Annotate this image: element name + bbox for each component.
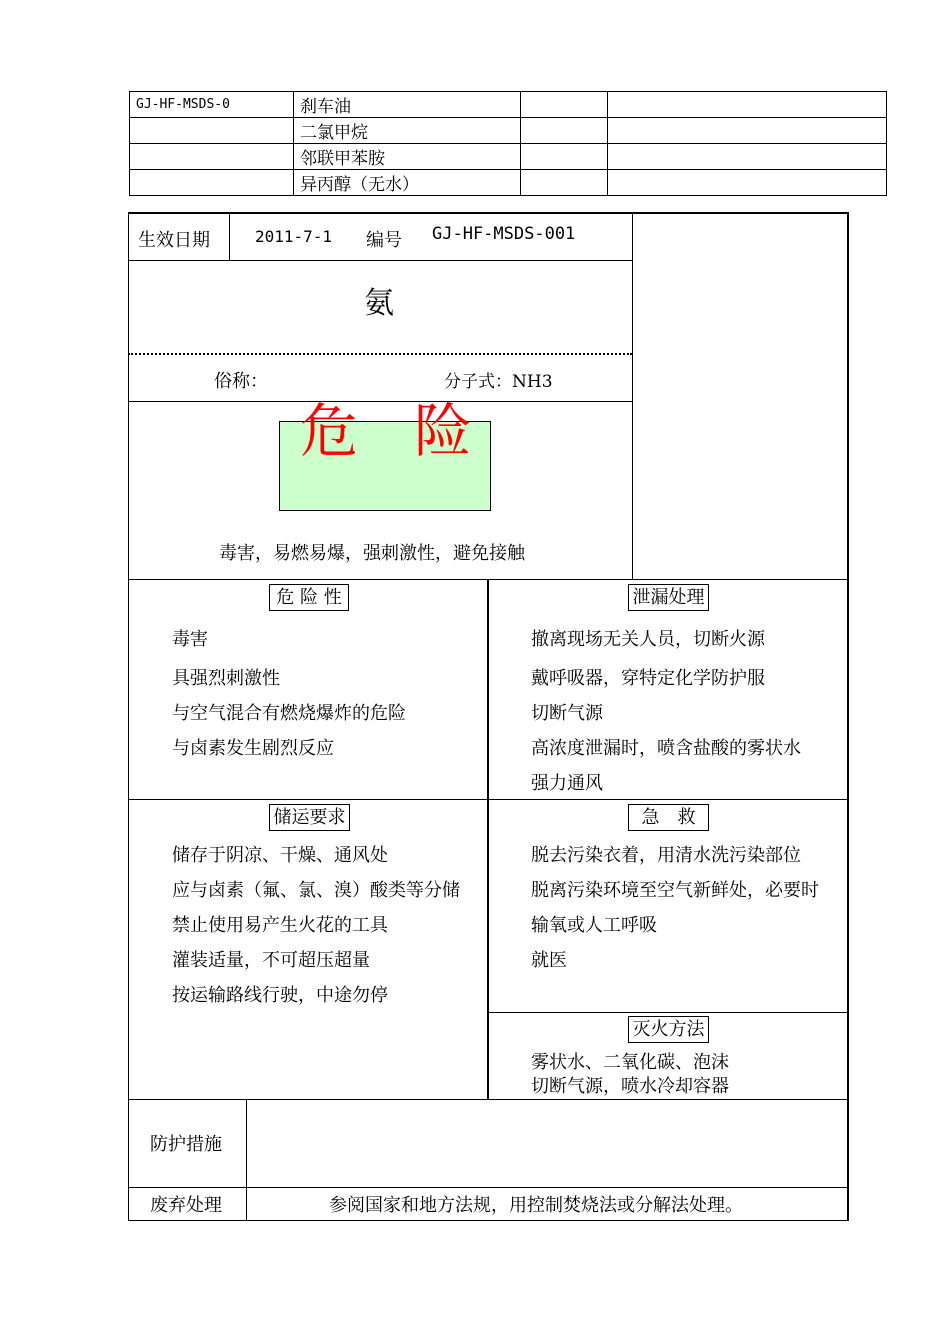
list-empty-cell [608,144,887,170]
name-row-dotted-line [128,353,632,355]
protection-label: 防护措施 [150,1134,222,1155]
list-code-cell: GJ-HF-MSDS-0 [130,92,294,118]
disposal-label: 废弃处理 [150,1195,222,1216]
list-code-cell [130,144,294,170]
header-divider [229,212,230,260]
disposal-value: 参阅国家和地方法规，用控制焚烧法或分解法处理。 [329,1195,743,1216]
list-code-cell [130,170,294,196]
storage-item: 灌装适量，不可超压超量 [172,950,370,971]
first-aid-item: 脱离污染环境至空气新鲜处，必要时 [531,880,819,901]
list-empty-cell [521,92,608,118]
table-row [130,92,887,118]
storage-item: 应与卤素（氟、氯、溴）酸类等分储 [172,880,460,901]
bottom-rows-divider [246,1099,247,1220]
number-value: GJ-HF-MSDS-001 [432,224,576,244]
card-border-bottom [128,1220,849,1221]
sections-mid-line [128,799,849,800]
fire-item: 雾状水、二氧化碳、泡沫 [531,1052,729,1073]
number-label: 编号 [366,230,402,251]
sections-bottom-line [128,1099,849,1100]
sections-middle-divider [487,579,489,1099]
header-row-line [128,260,632,261]
list-empty-cell [608,118,887,144]
danger-word-1: 危 [300,397,359,465]
list-empty-cell [521,170,608,196]
first-aid-item: 输氧或人工呼吸 [531,915,657,936]
leak-section-title: 泄漏处理 [628,584,709,611]
leak-item: 切断气源 [531,703,603,724]
fire-item: 切断气源，喷水冷却容器 [531,1076,729,1097]
card-border-right [847,212,849,1220]
storage-item: 储存于阴凉、干燥、通风处 [172,845,388,866]
storage-item: 禁止使用易产生火花的工具 [172,915,388,936]
storage-item: 按运输路线行驶，中途勿停 [172,985,388,1006]
common-name-label: 俗称： [214,371,268,392]
list-empty-cell [608,92,887,118]
leak-item: 高浓度泄漏时，喷含盐酸的雾状水 [531,738,801,759]
formula-row-line [128,401,632,402]
chemical-name: 氨 [364,286,394,321]
list-name-cell: 异丙醇（无水） [294,170,521,196]
effective-date-value: 2011-7-1 [255,227,333,246]
table-row [130,170,887,196]
danger-word-2: 险 [414,397,473,465]
list-name-cell: 二氯甲烷 [294,118,521,144]
hazard-item: 与卤素发生剧烈反应 [172,738,334,759]
disposal-row-line [128,1187,849,1188]
card-border-left [128,212,129,1220]
hazard-section-title: 危 险 性 [269,584,349,611]
leak-item: 戴呼吸器，穿特定化学防护服 [531,668,765,689]
chemical-list-table [129,91,887,196]
first-aid-section-title: 急 救 [628,804,709,831]
table-row [130,144,887,170]
list-empty-cell [608,170,887,196]
effective-date-label: 生效日期 [138,230,210,251]
hazard-item: 与空气混合有燃烧爆炸的危险 [172,703,406,724]
first-aid-item: 就医 [531,950,567,971]
first-aid-item: 脱去污染衣着，用清水洗污染部位 [531,845,801,866]
hazard-item: 毒害 [172,629,208,650]
card-border-top [128,212,849,214]
table-row [130,118,887,144]
storage-section-title: 储运要求 [269,804,350,831]
formula-label: 分子式：NH3 [444,372,553,392]
list-empty-cell [521,118,608,144]
fire-section-title: 灭火方法 [628,1016,709,1043]
leak-item: 撤离现场无关人员，切断火源 [531,629,765,650]
fire-section-line [487,1012,849,1013]
hazard-item: 具强烈刺激性 [172,668,280,689]
image-column-divider [632,212,633,579]
list-empty-cell [521,144,608,170]
danger-summary: 毒害，易燃易爆，强刺激性，避免接触 [219,543,525,564]
list-name-cell: 刹车油 [294,92,521,118]
list-name-cell: 邻联甲苯胺 [294,144,521,170]
leak-item: 强力通风 [531,773,603,794]
list-code-cell [130,118,294,144]
